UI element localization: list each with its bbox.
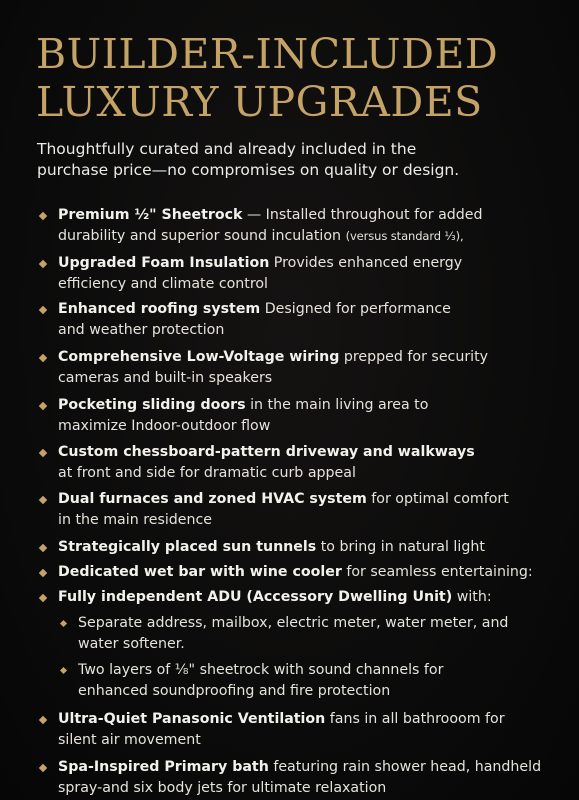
item-text-line-2: spray-and six body jets for ultimate relaxation <box>58 780 387 796</box>
item-heading: Strategically placed sun tunnels <box>58 539 317 555</box>
subitem-text: Two layers of ⅛" sheetrock with sound channels for <box>78 662 444 678</box>
diamond-bullet-icon <box>39 354 47 362</box>
intro-line-1: Thoughtfully curated and already included in the <box>37 140 417 158</box>
item-text-line-2: in the main residence <box>58 512 213 528</box>
item-heading: Enhanced roofing system <box>58 301 261 317</box>
title-line-2: LUXURY UPGRADES <box>36 78 483 126</box>
diamond-bullet-icon <box>39 260 47 268</box>
item-text-line-2: and weather protection <box>58 322 225 338</box>
subitem-text-line-2: enhanced soundproofing and fire protection <box>78 683 391 699</box>
item-heading: Ultra-Quiet Panasonic Ventilation <box>58 711 326 727</box>
item-text: — Installed throughout for added <box>242 207 483 223</box>
item-heading: Premium ½" Sheetrock <box>58 207 243 223</box>
item-heading: Pocketing sliding doors <box>58 397 246 413</box>
item-note: (versus standard ⅓), <box>345 229 464 243</box>
diamond-bullet-icon <box>39 449 47 457</box>
subitem-text: Separate address, mailbox, electric meter, water meter, and <box>78 615 509 631</box>
list-item-ventilation <box>58 709 558 751</box>
item-text: Designed for performance <box>260 301 451 317</box>
diamond-bullet-icon <box>39 764 47 772</box>
item-heading: Custom chessboard-pattern driveway and walkways <box>58 444 475 460</box>
diamond-bullet-icon <box>39 496 47 504</box>
diamond-bullet-icon <box>39 594 47 602</box>
item-text-line-2: maximize Indoor-outdoor flow <box>58 418 271 434</box>
item-heading: Upgraded Foam Insulation <box>58 255 270 271</box>
item-text: featuring rain shower head, handheld <box>268 759 542 775</box>
item-text: with: <box>452 589 492 605</box>
diamond-bullet-icon <box>39 212 47 220</box>
item-heading: Spa-Inspired Primary bath <box>58 759 269 775</box>
item-text-line-2: durability and superior sound inculation <box>58 228 346 244</box>
item-text: prepped for security <box>339 349 489 365</box>
item-heading: Dual furnaces and zoned HVAC system <box>58 491 367 507</box>
list-item-insulation <box>58 253 558 295</box>
adu-subitem-sheetrock <box>78 660 558 702</box>
title-line-1: BUILDER-INCLUDED <box>36 30 499 78</box>
intro-line-2: purchase price—no compromises on quality or design. <box>37 161 460 179</box>
diamond-bullet-icon <box>60 667 67 674</box>
item-text-line-2: at front and side for dramatic curb appeal <box>58 465 356 481</box>
page-title <box>36 30 556 126</box>
item-text: Provides enhanced energy <box>269 255 463 271</box>
diamond-bullet-icon <box>39 716 47 724</box>
item-heading: Dedicated wet bar with wine cooler <box>58 564 342 580</box>
list-item-sun-tunnels <box>58 537 558 558</box>
item-text: fans in all bathrooom for <box>325 711 505 727</box>
item-text: for optimal comfort <box>366 491 509 507</box>
list-item-adu <box>58 587 558 608</box>
item-text: to bring in natural light <box>316 539 485 555</box>
list-item-hvac <box>58 489 558 531</box>
diamond-bullet-icon <box>39 306 47 314</box>
intro-text <box>37 139 557 181</box>
item-text-line-2: efficiency and climate control <box>58 276 268 292</box>
diamond-bullet-icon <box>60 620 67 627</box>
subitem-text-line-2: water softener. <box>78 636 185 652</box>
list-item-roofing <box>58 299 558 341</box>
list-item-driveway <box>58 442 558 484</box>
list-item-low-voltage <box>58 347 558 389</box>
item-heading: Comprehensive Low-Voltage wiring <box>58 349 340 365</box>
item-text-line-2: silent air movement <box>58 732 201 748</box>
list-item-sheetrock <box>58 205 558 247</box>
diamond-bullet-icon <box>39 544 47 552</box>
item-text-line-2: cameras and built-in speakers <box>58 370 273 386</box>
diamond-bullet-icon <box>39 402 47 410</box>
list-item-wet-bar <box>58 562 558 583</box>
diamond-bullet-icon <box>39 569 47 577</box>
list-item-sliding-doors <box>58 395 558 437</box>
item-text: in the main living area to <box>245 397 429 413</box>
adu-subitem-utilities <box>78 613 558 655</box>
item-text: for seamless entertaining: <box>341 564 533 580</box>
list-item-primary-bath <box>58 757 558 799</box>
item-heading: Fully independent ADU (Accessory Dwelling Unit) <box>58 589 453 605</box>
